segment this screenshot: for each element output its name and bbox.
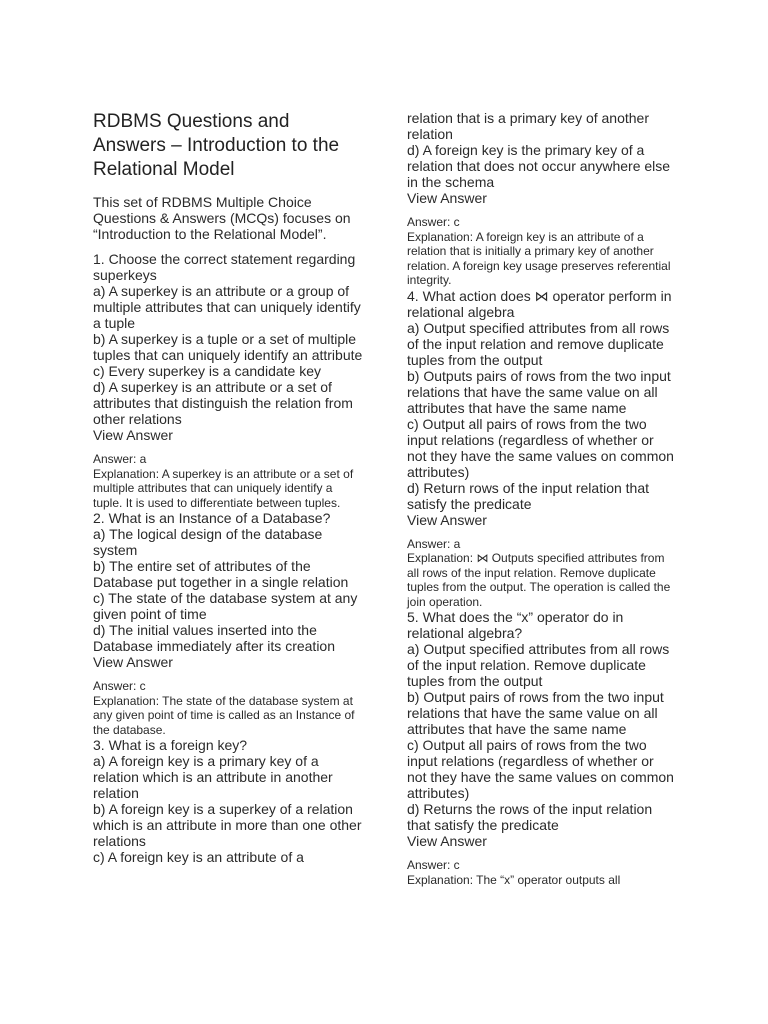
question-4 (407, 288, 677, 528)
option-b: b) A superkey is a tuple or a set of multiple tuples that can uniquely identify an attribute (93, 331, 363, 363)
answer-block-4 (407, 537, 677, 610)
explanation-text: Explanation: The “x” operator outputs all (407, 872, 621, 887)
option-c: c) Output all pairs of rows from the two input relations (regardless of whether or not they have the same values on common attributes) (407, 737, 674, 801)
option-a: a) Output specified attributes from all rows of the input relation and remove duplicate tuples from the output (407, 319, 670, 368)
option-b: b) The entire set of attributes of the Database put together in a single relation (93, 558, 349, 590)
option-c: c) Output all pairs of rows from the two input relations (regardless of whether or not they have the same values on common attributes) (407, 415, 674, 480)
option-d: d) Returns the rows of the input relation that satisfy the predicate (407, 801, 653, 833)
view-answer-link[interactable]: View Answer (407, 833, 487, 849)
explanation-text: Explanation: A foreign key is an attribute of a relation that is initially a primary key of another relation. A foreign key usage preserves referential integrity. (407, 229, 671, 287)
intro-paragraph: This set of RDBMS Multiple Choice Questions & Answers (MCQs) focuses on “Introduction to the Relational Model”. (93, 194, 351, 242)
explanation-text: Explanation: ⋈ Outputs specified attributes from all rows of the input relation. Remove duplicate tuples from the output. The operation is called the join operation. (407, 551, 671, 609)
answer-text: Answer: a (93, 452, 147, 466)
option-b: b) Outputs pairs of rows from the two input relations that have the same value on all attributes that have the same name (407, 367, 671, 416)
option-c-start: c) A foreign key is an attribute of a (93, 849, 304, 865)
question-text: 1. Choose the correct statement regarding superkeys (93, 251, 356, 283)
option-d: d) A foreign key is the primary key of a relation that does not occur anywhere else in the schema (407, 142, 671, 190)
option-b: b) Output pairs of rows from the two input relations that have the same value on all attributes that have the same name (407, 689, 664, 737)
left-column (93, 110, 363, 865)
page-title: RDBMS Questions and Answers – Introduction to the Relational Model (93, 111, 340, 180)
question-text: 5. What does the “x” operator do in relational algebra? (407, 609, 624, 641)
question-5 (407, 609, 677, 849)
question-text: 3. What is a foreign key? (93, 737, 248, 753)
question-1 (93, 251, 363, 443)
option-c-end: relation that is a primary key of another relation (407, 110, 650, 142)
option-d: d) A superkey is an attribute or a set of attributes that distinguish the relation from other relations (93, 379, 353, 427)
option-a: a) A foreign key is a primary key of a relation which is an attribute in another relation (93, 753, 333, 801)
answer-block-1 (93, 452, 363, 510)
answer-text: Answer: c (407, 215, 460, 229)
answer-block-5 (407, 858, 677, 887)
answer-text: Answer: a (407, 536, 461, 551)
explanation-text: Explanation: The state of the database system at any given point of time is called as an Instance of the database. (93, 693, 355, 737)
option-b: b) A foreign key is a superkey of a relation which is an attribute in more than one other relations (93, 801, 362, 849)
view-answer-link[interactable]: View Answer (93, 654, 173, 670)
answer-block-3 (407, 215, 677, 288)
answer-text: Answer: c (93, 679, 146, 693)
question-3-continued (407, 110, 677, 206)
question-text: 2. What is an Instance of a Database? (93, 510, 331, 526)
option-c: c) The state of the database system at any given point of time (93, 590, 358, 622)
right-column (407, 110, 677, 887)
view-answer-link[interactable]: View Answer (407, 511, 487, 528)
view-answer-link[interactable]: View Answer (407, 190, 487, 206)
question-3 (93, 737, 363, 865)
answer-text: Answer: c (407, 858, 460, 872)
option-a: a) A superkey is an attribute or a group of multiple attributes that can uniquely identify a tuple (93, 283, 361, 331)
option-a: a) Output specified attributes from all rows of the input relation. Remove duplicate tuples from the output (407, 641, 670, 689)
option-d: d) Return rows of the input relation that satisfy the predicate (407, 479, 650, 512)
explanation-text: Explanation: A superkey is an attribute or a set of multiple attributes that can uniquely identify a tuple. It is used to differentiate between tuples. (93, 466, 354, 510)
answer-block-2 (93, 679, 363, 737)
option-a: a) The logical design of the database system (93, 526, 323, 558)
view-answer-link[interactable]: View Answer (93, 427, 173, 443)
option-c: c) Every superkey is a candidate key (93, 363, 321, 379)
option-d: d) The initial values inserted into the Database immediately after its creation (93, 622, 335, 654)
question-text: 4. What action does ⋈ operator perform in relational algebra (407, 287, 672, 320)
question-2 (93, 510, 363, 670)
